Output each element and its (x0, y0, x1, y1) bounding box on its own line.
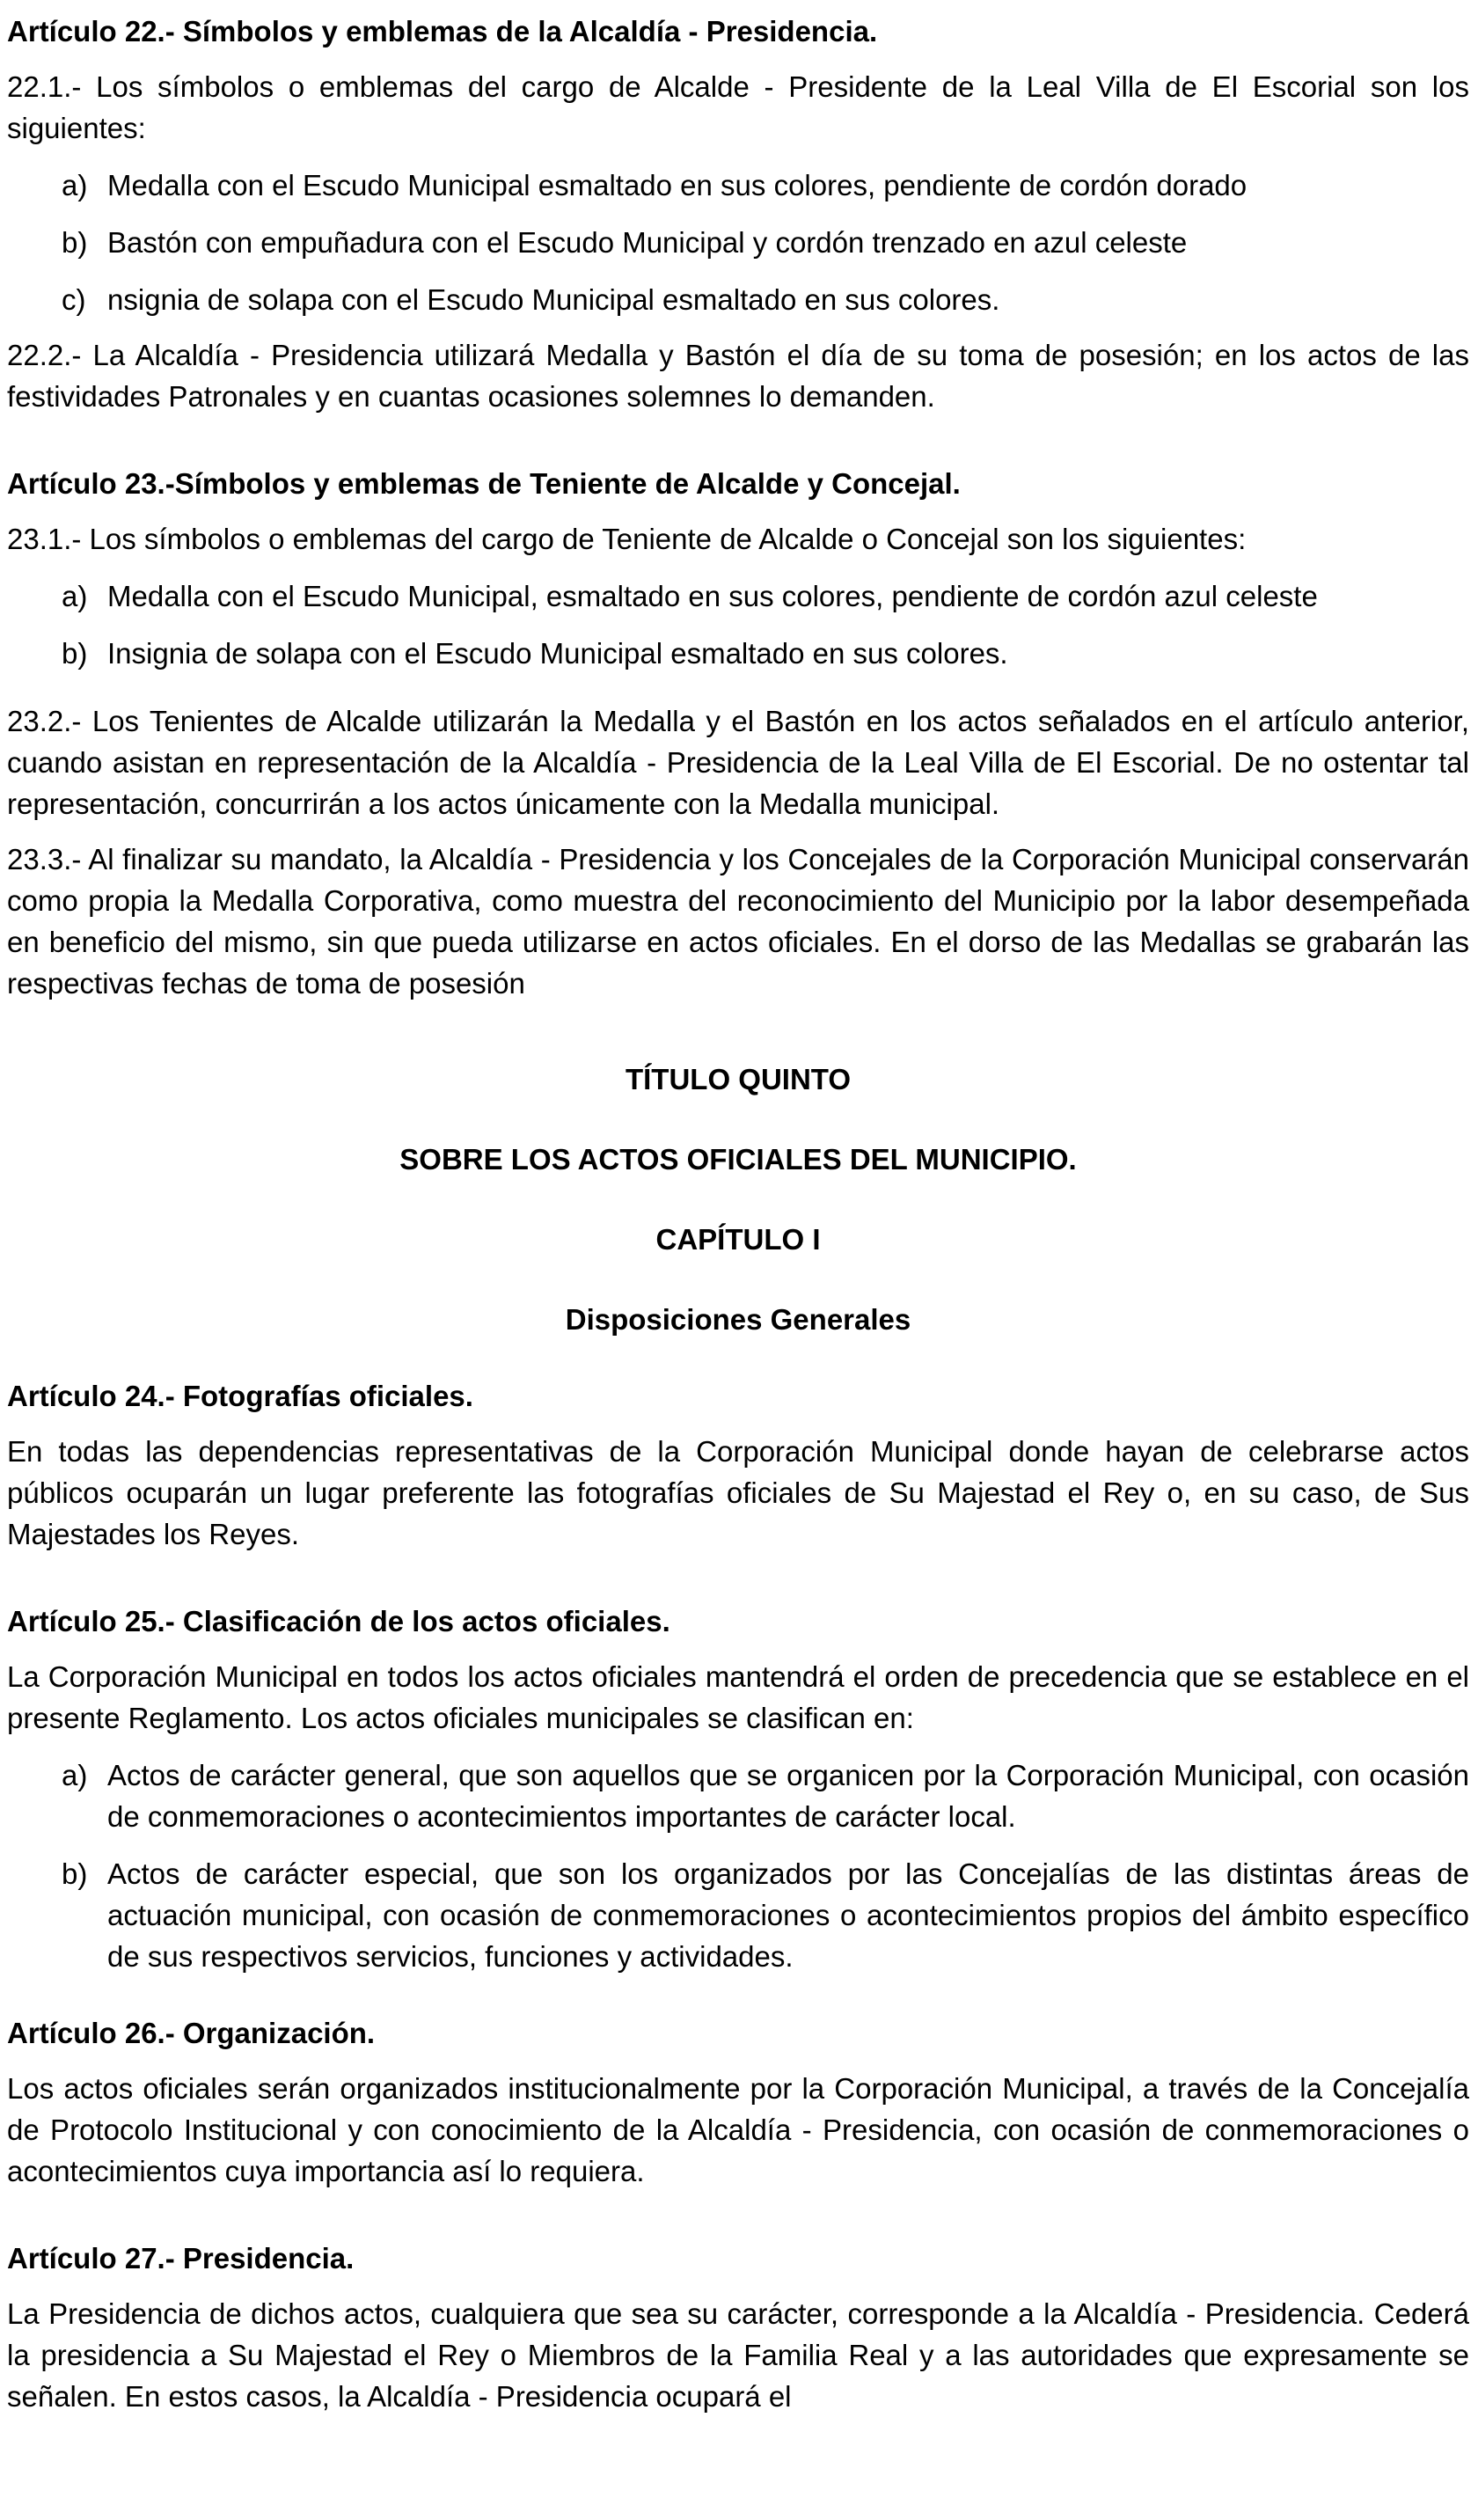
list-item-22-a (7, 165, 1469, 206)
article-26-heading: Artículo 26.- Organización. (7, 2017, 376, 2049)
article-27-heading: Artículo 27.- Presidencia. (7, 2242, 355, 2275)
paragraph-23-2: 23.2.- Los Tenientes de Alcalde utilizarán la Medalla y el Bastón en los actos señalados en el artículo anterior, cuando asistan en representación de la Alcaldía - Presidencia de la Leal Villa de El Escorial. De no ostentar tal representación, concurrirán a los actos únicamente con la Medalla municipal. (7, 705, 1469, 820)
paragraph-24: En todas las dependencias representativas de la Corporación Municipal donde hayan de celebrarse actos públicos ocuparán un lugar preferente las fotografías oficiales de Su Majestad el Rey o, en su caso, de Sus Majestades los Reyes. (7, 1435, 1469, 1550)
list-marker: a) (62, 169, 88, 201)
paragraph-23-1: 23.1.- Los símbolos o emblemas del cargo de Teniente de Alcalde o Concejal son los siguientes: (7, 523, 1247, 555)
paragraph-22-2: 22.2.- La Alcaldía - Presidencia utilizará Medalla y Bastón el día de su toma de posesión; en los actos de las festividades Patronales y en cuantas ocasiones solemnes lo demanden. (7, 339, 1469, 413)
list-item-23-a (7, 575, 1469, 617)
article-23-heading: Artículo 23.-Símbolos y emblemas de Teniente de Alcalde y Concejal. (7, 467, 961, 500)
capitulo-1-heading: CAPÍTULO I (655, 1223, 821, 1256)
list-item-23-b (7, 633, 1469, 674)
list-item-25-a (7, 1754, 1469, 1837)
list-item-25-b (7, 1853, 1469, 1977)
paragraph-23-3: 23.3.- Al finalizar su mandato, la Alcaldía - Presidencia y los Concejales de la Corporación Municipal conservarán como propia la Medalla Corporativa, como muestra del reconocimiento del Municipio por la labor desempeñada en beneficio del mismo, sin que pueda utilizarse en actos oficiales. En el dorso de las Medallas se grabarán las respectivas fechas de toma de posesión (7, 843, 1469, 1000)
paragraph-26: Los actos oficiales serán organizados institucionalmente por la Corporación Municipal, a través de la Concejalía de Protocolo Institucional y con conocimiento de la Alcaldía - Presidencia, con ocasión de conmemoraciones o acontecimientos cuya importancia así lo requiera. (7, 2072, 1469, 2187)
title-quinto-heading: TÍTULO QUINTO (625, 1063, 852, 1095)
article-25-heading: Artículo 25.- Clasificación de los actos oficiales. (7, 1605, 670, 1637)
title-quinto-subheading: SOBRE LOS ACTOS OFICIALES DEL MUNICIPIO. (399, 1143, 1077, 1176)
list-item-text: Medalla con el Escudo Municipal esmaltado en sus colores, pendiente de cordón dorado (107, 169, 1248, 201)
disposiciones-generales-heading: Disposiciones Generales (565, 1303, 911, 1336)
paragraph-25: La Corporación Municipal en todos los actos oficiales mantendrá el orden de precedencia que se establece en el presente Reglamento. Los actos oficiales municipales se clasifican en: (7, 1660, 1469, 1734)
list-item-text: Medalla con el Escudo Municipal, esmaltado en sus colores, pendiente de cordón azul celeste (107, 580, 1318, 612)
list-item-text: Actos de carácter especial, que son los organizados por las Concejalías de las distintas áreas de actuación municipal, con ocasión de conmemoraciones o acontecimientos propios del ámbito específico de sus respectivos servicios, funciones y actividades. (107, 1857, 1469, 1973)
list-item-text: Bastón con empuñadura con el Escudo Municipal y cordón trenzado en azul celeste (107, 226, 1188, 259)
list-item-22-c (7, 279, 1469, 320)
list-item-text: nsignia de solapa con el Escudo Municipal esmaltado en sus colores. (107, 283, 1000, 316)
list-marker: b) (62, 1857, 88, 1890)
list-item-text: Insignia de solapa con el Escudo Municipal esmaltado en sus colores. (107, 637, 1008, 670)
paragraph-27: La Presidencia de dichos actos, cualquiera que sea su carácter, corresponde a la Alcaldía - Presidencia. Cederá la presidencia a Su Majestad el Rey o Miembros de la Familia Real y a las autoridades que expresamente se señalen. En estos casos, la Alcaldía - Presidencia ocupará el (7, 2297, 1469, 2413)
article-24-heading: Artículo 24.- Fotografías oficiales. (7, 1380, 473, 1412)
list-marker: c) (62, 283, 86, 316)
list-marker: a) (62, 1759, 88, 1791)
list-item-22-b (7, 222, 1469, 263)
list-item-text: Actos de carácter general, que son aquellos que se organicen por la Corporación Municipal, con ocasión de conmemoraciones o acontecimientos importantes de carácter local. (107, 1759, 1469, 1833)
paragraph-22-1: 22.1.- Los símbolos o emblemas del cargo de Alcalde - Presidente de la Leal Villa de El Escorial son los siguientes: (7, 70, 1469, 144)
article-22-heading: Artículo 22.- Símbolos y emblemas de la Alcaldía - Presidencia. (7, 15, 878, 48)
list-marker: b) (62, 226, 88, 259)
list-marker: b) (62, 637, 88, 670)
list-marker: a) (62, 580, 88, 612)
